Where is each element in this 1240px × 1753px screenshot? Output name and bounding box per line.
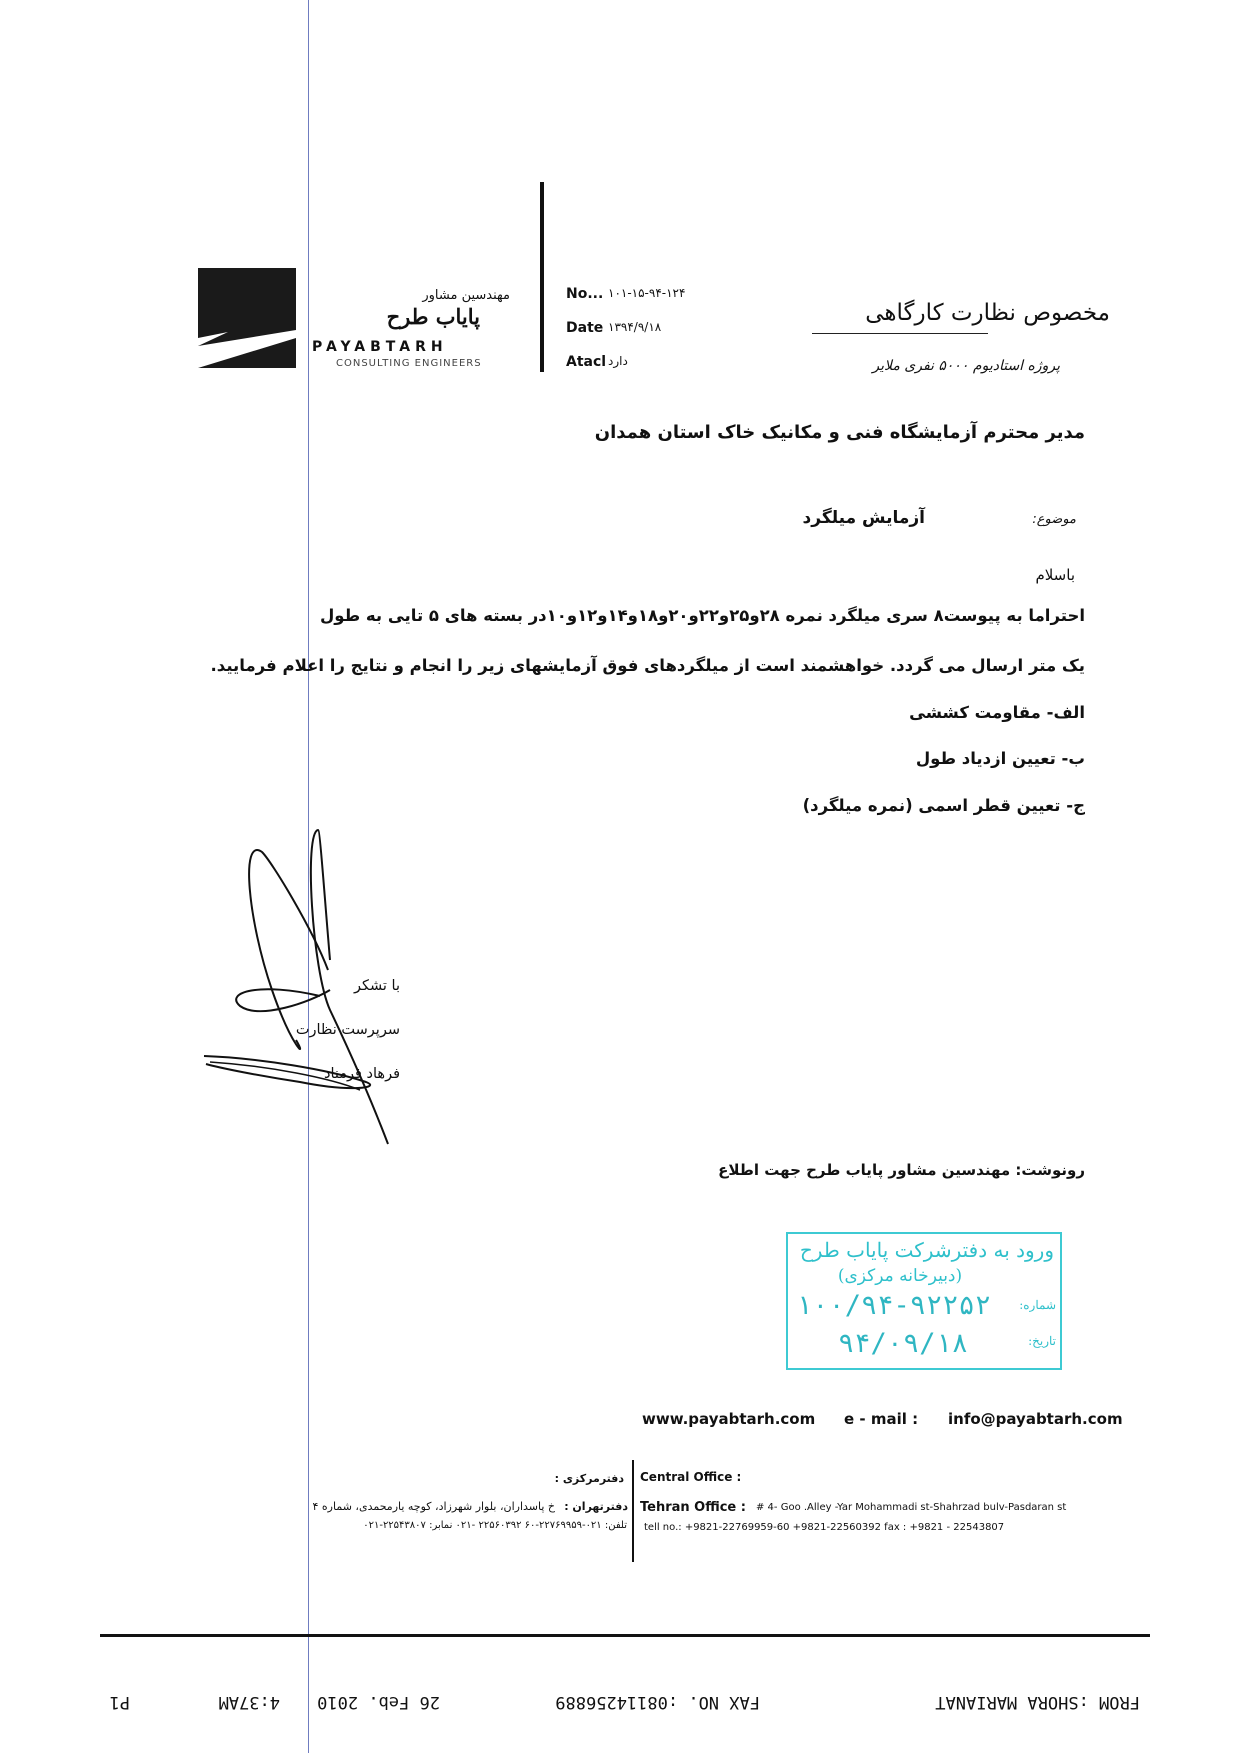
test-item-a: الف- مقاومت کششی [909,703,1085,722]
stamp-number-label: شماره: [1019,1298,1056,1312]
subject-label: موضوع: [1032,512,1076,527]
receipt-stamp [786,1232,1062,1370]
ref-attach-value: دارد [608,354,628,368]
fax-date: 26 Feb. 2010 [317,1692,440,1712]
stamp-date-value: ۹۴/۰۹/۱۸ [838,1328,969,1359]
company-logo-mark [198,268,296,368]
logo-subtitle-en: CONSULTING ENGINEERS [336,358,482,369]
project-name: پروژه استادیوم ۵۰۰۰ نفری ملایر [872,358,1060,374]
fax-page: P1 [109,1692,130,1712]
tehran-address-fa: خ پاسداران، بلوار شهرزاد، کوچه یارمحمدی، شماره ۴ [312,1500,555,1513]
office-divider [632,1460,634,1562]
phones-en: tell no.: +9821-22769959-60 +9821-22560392 fax : +9821 - 22543807 [644,1522,1005,1533]
ref-date-value: ۱۳۹۴/۹/۱۸ [608,320,662,334]
test-item-c: ج- تعیین قطر اسمی (نمره میلگرد) [802,796,1085,815]
ref-date-label: Date [566,320,604,336]
greeting: باسلام [1035,566,1075,584]
stamp-line-1: ورود به دفترشرکت پایاب طرح [799,1238,1054,1262]
stamp-number-value: ۱۰۰/۹۴-۹۲۲۵۲ [796,1290,992,1321]
tehran-office-label-fa: دفترتهران : [564,1500,628,1513]
tehran-address-en: # 4- Goo .Alley -Yar Mohammadi st-Shahrzad bulv-Pasdaran st [756,1502,1067,1513]
central-office-fa: دفترمرکزی : [554,1472,624,1485]
letter-recipient: مدیر محترم آزمایشگاه فنی و مکانیک خاک استان همدان [594,422,1085,443]
ref-attach-label: Atacl [566,354,607,370]
ref-number-value: ۱۰۱-۱۵-۹۴-۱۲۴ [608,286,686,300]
logo-swoosh-icon [198,268,296,368]
fax-time: 4:37AM [218,1692,280,1712]
stamp-line-2: (دبیرخانه مرکزی) [837,1266,963,1286]
stamp-date-label: تاریخ: [1028,1334,1056,1348]
paragraph-line-2: یک متر ارسال می گردد. خواهشمند است از میلگردهای فوق آزمایشهای زیر را انجام و نتایج را اعلام فرمایید. [210,656,1085,675]
email-link[interactable]: info@payabtarh.com [948,1410,1123,1428]
tehran-office-label-en: Tehran Office : [640,1500,746,1515]
subject-value: آزمایش میلگرد [802,508,925,528]
logo-name-fa: پایاب طرح [386,304,480,329]
email-label: e - mail : [844,1410,919,1428]
central-office-en: Central Office : [640,1470,742,1484]
phones-fa: تلفن: ۰۲۱-۲۲۷۶۹۹۵۹-۶۰ ۲۲۵۶۰۳۹۲ -۰۲۱ نمابر: ۲۲۵۴۳۸۰۷-۰۲۱ [363,1520,627,1531]
cc-line: رونوشت: مهندسین مشاور پایاب طرح جهت اطلاع [718,1161,1085,1179]
signature-thanks: با تشکر [353,978,400,994]
ref-number-label: No... [566,286,604,302]
footer-rule [100,1634,1150,1637]
confidential-underline [812,333,988,334]
test-item-b: ب- تعیین ازدیاد طول [915,749,1085,768]
fax-from: FROM :SHORA MARIANAT [935,1692,1140,1712]
paragraph-line-1: احتراما به پیوست۸ سری میلگرد نمره ۲۸و۲۵و۲۲و۲۰و۱۸و۱۴و۱۲و۱۰در بسته های ۵ تایی به طول [319,606,1085,625]
confidential-title: مخصوص نظارت کارگاهی [865,300,1110,326]
logo-subtitle-fa: مهندسین مشاور [422,288,510,303]
signature-title: سرپرست نظارت [295,1022,400,1038]
signature-name: فرهاد فرمناد [323,1066,400,1082]
fax-number: FAX NO. :08114256889 [555,1692,760,1712]
website-link[interactable]: www.payabtarh.com [642,1410,816,1428]
header-divider [540,182,544,372]
fax-header [0,1680,1240,1720]
logo-name-en: PAYABTARH [312,339,448,355]
